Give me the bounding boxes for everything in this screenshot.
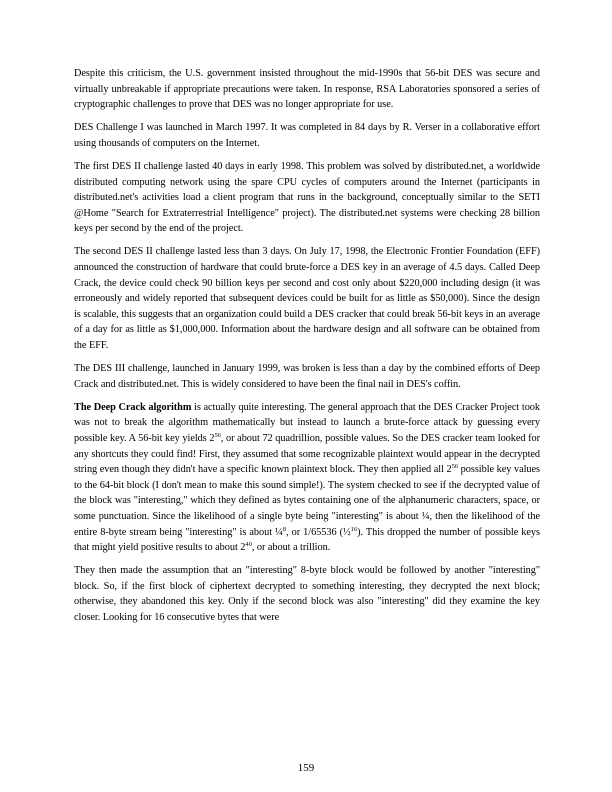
text-run: possible key values to the 64-bit block (I don't mean to make this sound simple!). The system checked to see if the decrypted value of the block was "interesting," which they defined as bytes containing one of the alphanumeric characters, space, or some punctuation. Since the likelihood of a single byte being "interesting" is about ¼, then the likelihood of the entire 8-byte stream being "interesting" is about ¼: [74, 464, 540, 538]
text-run: is actually quite interesting. The general approach that the DES Cracker Project took was not to break the algorithm mathematically but instead to launch a brute-force attack by guessing every possible key. A 56-bit key yields 2: [74, 401, 540, 444]
paragraph-des-criticism: Despite this criticism, the U.S. government insisted throughout the mid-1990s that 56-bit DES was secure and virtually unbreakable if appropriate precautions were taken. In response, RSA Laboratories sponsored a series of cryptographic challenges to prove that DES was no longer appropriate for use.: [74, 68, 540, 111]
document-body: [74, 66, 540, 633]
paragraph-interesting-blocks: They then made the assumption that an "interesting" 8-byte block would be followed by another "interesting" block. So, if the first block of ciphertext decrypted to something interesting, they decrypted the next block; otherwise, they abandoned this key. Only if the second block was also "interesting" did they examine the key closer. Looking for 16 consecutive bytes that were: [74, 565, 540, 623]
page-number: 159: [297, 762, 315, 774]
text-run: ). This dropped the number of possible keys that might yield positive results to about 2: [74, 526, 540, 554]
text-run: , or about 72 quadrillion, possible values. So the DES cracker team looked for any shortcuts they could find! First, they assumed that some recognizable plaintext would appear in the decrypted string even though they didn't have a specific known plaintext block. They then applied all 2: [74, 432, 540, 476]
superscript: 40: [245, 541, 252, 549]
text-run: , or 1/65536 (½: [286, 526, 351, 538]
paragraph-des-ii-second: The second DES II challenge lasted less than 3 days. On July 17, 1998, the Electronic Frontier Foundation (EFF) announced the construction of hardware that could brute-force a DES key in an average of 4.5 days. Called Deep Crack, the device could check 90 billion keys per second and cost only about $220,000 including design (it was erroneously and widely reported that subsequent devices could be built for as little as $50,000). Since the design is scalable, this suggests that an organization could build a DES cracker that could break 56-bit keys in an average of a day for as little as $1,000,000. Information about the hardware design and all software can be obtained from the EFF.: [74, 246, 540, 351]
paragraph-deep-crack-algorithm: [74, 400, 540, 556]
text-run: , or about a trillion.: [251, 542, 331, 554]
superscript: 56: [214, 431, 221, 439]
superscript: 56: [451, 463, 459, 471]
superscript: 16: [350, 525, 358, 533]
superscript: 8: [282, 525, 286, 533]
paragraph-des-challenge-1: DES Challenge I was launched in March 1997. It was completed in 84 days by R. Verser in a collaborative effort using thousands of computers on the Internet.: [74, 122, 540, 149]
paragraph-des-ii-first: The first DES II challenge lasted 40 days in early 1998. This problem was solved by distributed.net, a worldwide distributed computing network using the spare CPU cycles of computers around the Internet (participants in distributed.net's activities load a client program that runs in the background, conceptually similar to the SETI @Home "Search for Extraterrestrial Intelligence" project). The distributed.net systems were checking 28 billion keys per second by the end of the project.: [74, 160, 540, 235]
paragraph-des-iii: The DES III challenge, launched in January 1999, was broken is less than a day by the combined efforts of Deep Crack and distributed.net. This is widely considered to have been the final nail in DES's coffin.: [74, 363, 540, 390]
deep-crack-algorithm-heading: The Deep Crack algorithm: [74, 401, 192, 413]
